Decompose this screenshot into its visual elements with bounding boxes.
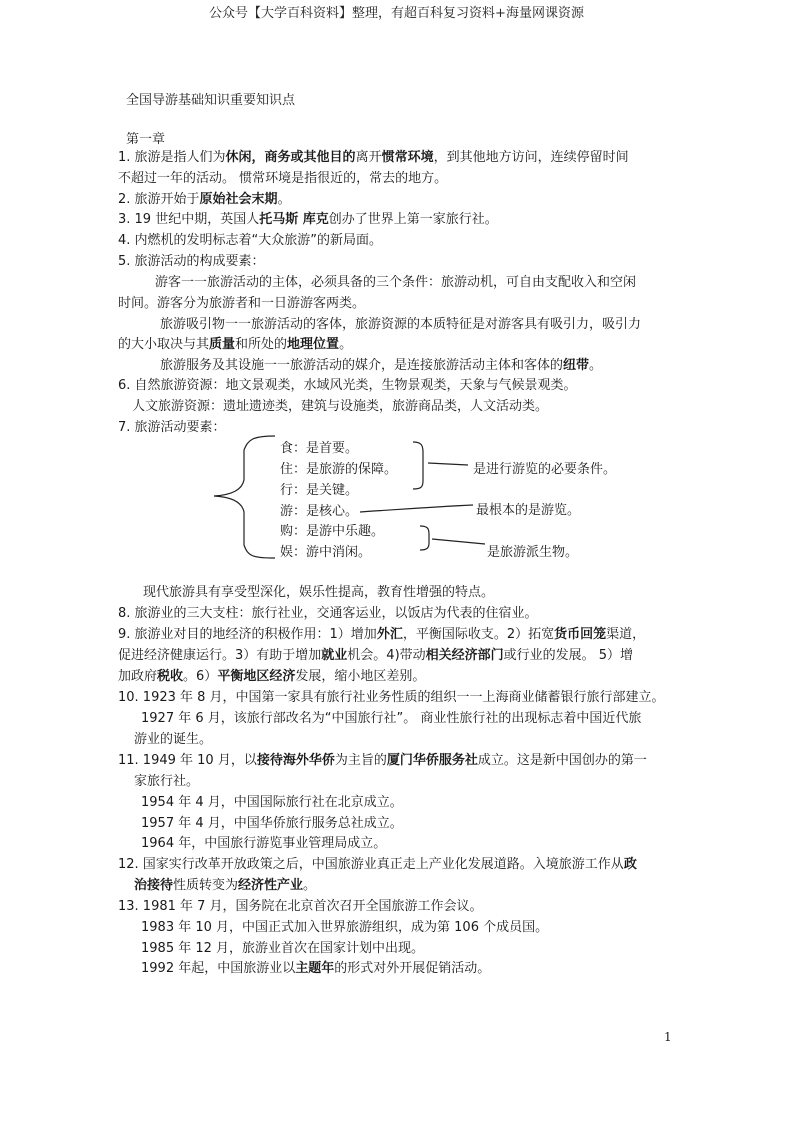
item-11-1964: 1964 年，中国旅行游览事业管理局成立。 [141, 836, 387, 851]
item-11-1957: 1957 年 4 月，中国华侨旅行服务总社成立。 [141, 816, 403, 831]
document-title: 全国导游基础知识重要知识点 [126, 93, 296, 108]
item-13-line-1: 13. 1981 年 7 月，国务院在北京首次召开全国旅游工作会议。 [118, 899, 483, 914]
item-5-visitor-2: 时间。游客分为旅游者和一日游游客两类。 [118, 296, 366, 311]
page-header: 公众号【大学百科资料】整理，有超百科复习资料+海量网课资源 [209, 6, 584, 21]
item-7-heading: 7. 旅游活动要素： [118, 420, 226, 435]
item-7-tail: 现代旅游具有享受型深化，娱乐性提高，教育性增强的特点。 [143, 585, 495, 600]
item-5-visitor-1: 游客一一旅游活动的主体，必须具备的三个条件：旅游动机，可自由支配收入和空闲 [155, 275, 637, 290]
element-item: 娱：游中消闲。 [280, 545, 372, 560]
item-9-line-3: 加政府税收。6）平衡地区经济发展，缩小地区差别。 [118, 669, 426, 684]
note-derivative: 是旅游派生物。 [487, 545, 579, 560]
item-13-1985: 1985 年 12 月，旅游业首次在国家计划中出现。 [141, 941, 425, 956]
item-11-line-2: 家旅行社。 [134, 774, 200, 789]
item-6-cultural: 人文旅游资源：遗址遗迹类，建筑与设施类，旅游商品类，人文活动类。 [132, 399, 549, 414]
item-9-line-1: 9. 旅游业对目的地经济的积极作用：1）增加外汇，平衡国际收支。2）拓宽货币回笼渠道， [118, 627, 646, 642]
chapter-heading: 第一章 [126, 132, 166, 147]
element-item: 行：是关键。 [280, 483, 359, 498]
note-necessary-conditions: 是进行游览的必要条件。 [473, 462, 617, 477]
item-1-line-2: 不超过一年的活动。 惯常环境是指很近的，常去的地方。 [118, 171, 448, 186]
item-5-heading: 5. 旅游活动的构成要素： [118, 254, 265, 269]
item-9-line-2: 促进经济健康运行。3）有助于增加就业机会。4)带动相关经济部门或行业的发展。 5）增 [118, 648, 634, 663]
item-2: 2. 旅游开始于原始社会末期。 [118, 192, 291, 207]
element-item: 住：是旅游的保障。 [280, 462, 398, 477]
item-5-attraction-2: 的大小取决与其质量和所处的地理位置。 [118, 337, 353, 352]
item-12-line-2: 治接待性质转变为经济性产业。 [134, 878, 317, 893]
right-bracket-1 [413, 442, 423, 489]
item-6-natural: 6. 自然旅游资源：地文景观类，水域风光类，生物景观类，天象与气候景观类。 [118, 378, 577, 393]
item-12-line-1: 12. 国家实行改革开放政策之后，中国旅游业真正走上产业化发展道路。入境旅游工作从政 [118, 857, 637, 872]
right-bracket-2 [420, 526, 429, 550]
left-brace [214, 436, 275, 558]
connector-line-1 [428, 463, 468, 465]
item-10-line-1: 10. 1923 年 8 月，中国第一家具有旅行社业务性质的组织一一上海商业储蓄银行旅行部建立。 [118, 690, 665, 705]
item-3: 3. 19 世纪中期，英国人托马斯 库克创办了世界上第一家旅行社。 [118, 212, 498, 227]
item-13-1983: 1983 年 10 月，中国正式加入世界旅游组织，成为第 106 个成员国。 [141, 920, 549, 935]
connector-line-3 [432, 539, 485, 544]
page-number: 1 [664, 1030, 672, 1044]
item-4: 4. 内燃机的发明标志着“大众旅游”的新局面。 [118, 233, 383, 248]
connector-line-2 [360, 505, 473, 512]
item-11-1954: 1954 年 4 月，中国国际旅行社在北京成立。 [141, 795, 403, 810]
item-1-line-1: 1. 旅游是指人们为休闲，商务或其他目的离开惯常环境，到其他地方访问，连续停留时间 [118, 150, 629, 165]
item-11-line-1: 11. 1949 年 10 月，以接待海外华侨为主旨的厦门华侨服务社成立。这是新中国创办的第一 [118, 753, 647, 768]
item-5-service: 旅游服务及其设施一一旅游活动的媒介，是连接旅游活动主体和客体的纽带。 [160, 358, 603, 373]
element-item: 游：是核心。 [280, 504, 359, 519]
item-8: 8. 旅游业的三大支柱：旅行社业，交通客运业，以饭店为代表的住宿业。 [118, 606, 538, 621]
item-13-1992: 1992 年起，中国旅游业以主题年的形式对外开展促销活动。 [141, 961, 491, 976]
note-fundamental: 最根本的是游览。 [476, 503, 581, 518]
item-10-line-2: 1927 年 6 月，该旅行部改名为“中国旅行社”。 商业性旅行社的出现标志着中国近代旅 [141, 711, 642, 726]
item-10-line-3: 游业的诞生。 [134, 732, 213, 747]
element-item: 购：是游中乐趣。 [280, 524, 385, 539]
element-item: 食：是首要。 [280, 441, 359, 456]
item-5-attraction-1: 旅游吸引物一一旅游活动的客体，旅游资源的本质特征是对游客具有吸引力，吸引力 [160, 317, 642, 332]
